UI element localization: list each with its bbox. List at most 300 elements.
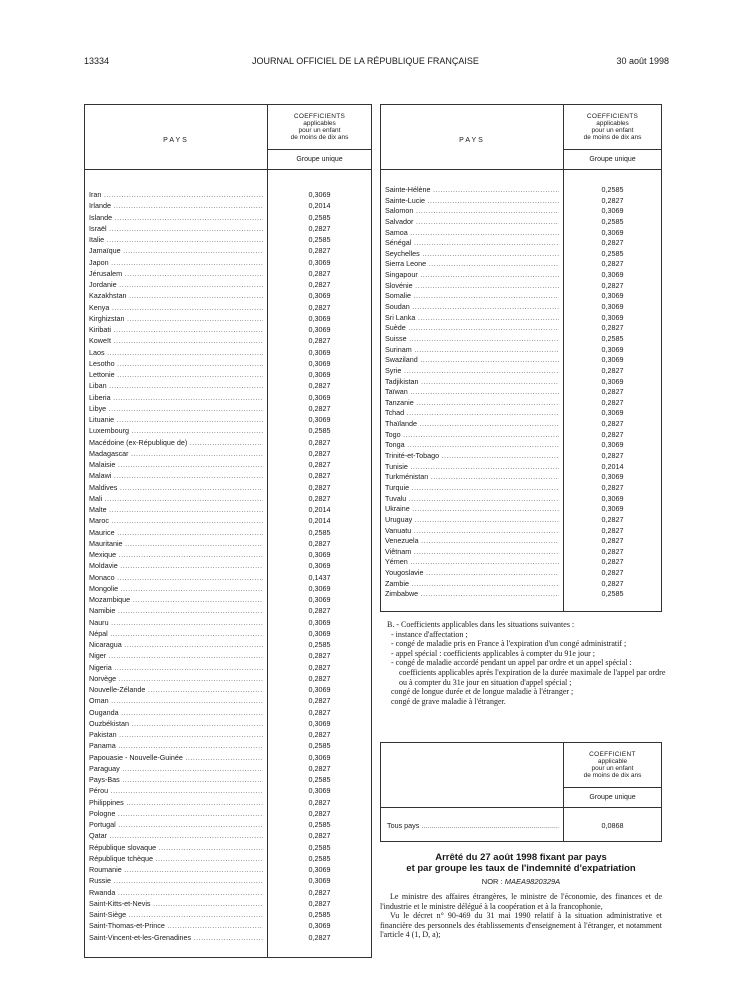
- coefficient-value: 0,2827: [601, 429, 624, 439]
- coefficient-value: 0,2585: [308, 426, 331, 436]
- table-row: [85, 324, 371, 335]
- country-name: Irlande .....: [89, 200, 263, 211]
- table-row: [85, 358, 371, 369]
- country-name: Maurice .....: [89, 527, 263, 538]
- country-name: Ukraine .....: [385, 504, 559, 515]
- coef-line: COEFFICIENTS: [586, 113, 639, 120]
- country-name: Lituanie .....: [89, 414, 263, 425]
- table-row: [381, 270, 661, 281]
- country-name: Lesotho .....: [89, 358, 263, 369]
- country-name: Kiribati .....: [89, 324, 263, 335]
- table-row: [381, 281, 661, 292]
- table-row: [381, 472, 661, 483]
- country-name: Monaco .....: [89, 572, 263, 583]
- coefficient-value: 0,3069: [601, 472, 624, 482]
- coefficient-value: 0,2585: [308, 741, 331, 751]
- header-rule: [564, 787, 661, 788]
- coefficient-value: 0,2827: [308, 482, 331, 492]
- table-row: [85, 448, 371, 459]
- table-row: [85, 414, 371, 425]
- table-row: [85, 335, 371, 346]
- table-row: [85, 932, 371, 943]
- table-row: [381, 206, 661, 217]
- column-header-coefficients: [564, 113, 661, 141]
- coefficient-value: 0,2827: [308, 302, 331, 312]
- coefficient-value: 0,2827: [308, 223, 331, 233]
- table-row: [381, 568, 661, 579]
- table-row: [85, 403, 371, 414]
- table-row: [381, 387, 661, 398]
- table-row: [85, 898, 371, 909]
- table-row: [85, 392, 371, 403]
- country-name: Zambie .....: [385, 579, 559, 590]
- country-name: Libye .....: [89, 403, 263, 414]
- table-row: [381, 398, 661, 409]
- table-row: [381, 462, 661, 473]
- journal-title: JOURNAL OFFICIEL DE LA RÉPUBLIQUE FRANÇAISE: [252, 56, 479, 66]
- country-name: Kenya .....: [89, 302, 263, 313]
- coefficient-value: 0,3069: [308, 370, 331, 379]
- coefficient-value: 0,3069: [308, 550, 331, 559]
- country-name: Saint-Kitts-et-Nevis .....: [89, 898, 263, 909]
- coefficient-value: 0,3069: [308, 415, 331, 424]
- coef-line: applicables: [303, 120, 336, 127]
- table-row: [85, 549, 371, 560]
- country-name: Pérou .....: [89, 785, 263, 796]
- coefficient-value: 0,2827: [308, 381, 331, 391]
- country-name: Nicaragua .....: [89, 639, 263, 650]
- table-row: [85, 662, 371, 673]
- coefficient-value: 0,2827: [308, 887, 331, 897]
- coefficient-value: 0,2827: [308, 808, 331, 818]
- table-row: [85, 707, 371, 718]
- table-row: [381, 515, 661, 526]
- coefficient-value: 0,2585: [308, 820, 331, 829]
- coefficient-value: 0,2827: [308, 606, 331, 616]
- coefficient-value: 0,2585: [308, 640, 331, 649]
- coefficient-value: 0,3069: [601, 206, 624, 216]
- table-row: [381, 291, 661, 302]
- table-row: [85, 639, 371, 650]
- coefficient-value: 0,3069: [308, 358, 331, 368]
- table-row: [381, 217, 661, 228]
- header-bottom-rule: [85, 169, 371, 170]
- table-row: [85, 808, 371, 819]
- table-row: [381, 440, 661, 451]
- coefficient-value: 0,2827: [308, 336, 331, 346]
- coefficient-value: 0,3069: [308, 752, 331, 762]
- table-row: [381, 228, 661, 239]
- country-name: Somalie .....: [385, 291, 559, 302]
- coefficient-value: 0,3069: [601, 408, 624, 418]
- coefficient-value: 0,2827: [308, 696, 331, 706]
- country-name: Russie .....: [89, 875, 263, 886]
- table-row: [381, 334, 661, 345]
- table-row: [85, 504, 371, 515]
- coefficient-value: 0,2585: [601, 589, 624, 599]
- country-name: Salomon .....: [385, 206, 559, 217]
- coefficient-value: 0,2827: [308, 403, 331, 413]
- country-name: Koweït .....: [89, 335, 263, 346]
- coefficient-value: 0,2827: [308, 448, 331, 458]
- table-row: [85, 470, 371, 481]
- header-rule: [564, 149, 661, 150]
- table-row: [85, 245, 371, 256]
- table-row: [381, 313, 661, 324]
- country-name: Soudan .....: [385, 302, 559, 313]
- page-number: 13334: [84, 56, 110, 66]
- country-name: Tonga .....: [385, 440, 559, 451]
- coefficient-value: 0,2827: [601, 514, 624, 524]
- coefficient-value: 0,2585: [308, 910, 331, 919]
- country-name: Népal .....: [89, 628, 263, 639]
- coefficient-value: 0,2014: [601, 461, 624, 471]
- header-bottom-rule: [381, 807, 661, 808]
- country-name: Paraguay .....: [89, 763, 263, 774]
- coefficient-value: 0,3069: [601, 344, 624, 354]
- issue-date: 30 août 1998: [616, 56, 669, 66]
- table-row: [85, 785, 371, 796]
- table-row: [381, 408, 661, 419]
- coef-line: pour un enfant: [298, 127, 341, 134]
- coefficient-value: 0,2585: [308, 527, 331, 537]
- country-name: Trinité-et-Tobago .....: [385, 451, 559, 462]
- table-body-right: [381, 185, 661, 600]
- table-row: [381, 185, 661, 196]
- table-row: [381, 557, 661, 568]
- country-name: Israël .....: [89, 223, 263, 234]
- table-row: [85, 290, 371, 301]
- table-row: [85, 538, 371, 549]
- country-name: Saint-Vincent-et-les-Grenadines .....: [89, 932, 263, 943]
- country-name: Nouvelle-Zélande .....: [89, 684, 263, 695]
- coefficient-value: 0,2827: [308, 932, 331, 942]
- country-name: Namibie .....: [89, 605, 263, 616]
- coefficient-value: 0,2827: [308, 538, 331, 548]
- table-row: [85, 302, 371, 313]
- country-name: Venezuela .....: [385, 536, 559, 547]
- table-row: [381, 355, 661, 366]
- coefficient-value: 0,2827: [601, 323, 624, 333]
- header-rule: [268, 149, 371, 150]
- country-name: Norvège .....: [89, 673, 263, 684]
- country-name: Malte .....: [89, 504, 263, 515]
- column-header-group: Groupe unique: [589, 156, 636, 163]
- table-row: [85, 740, 371, 751]
- coefficient-value: 0,2827: [601, 451, 624, 461]
- coefficient-value: 0,2827: [308, 662, 331, 672]
- coefficient-value: 0,2827: [601, 259, 624, 269]
- coefficient-value: 0,3069: [308, 325, 331, 334]
- note-item: congé de longue durée et de longue maladie à l'étranger ;: [391, 687, 574, 697]
- country-name: Sri Lanka .....: [385, 313, 559, 324]
- coefficient-value: 0,2827: [308, 280, 331, 289]
- country-name: Ouganda .....: [89, 707, 263, 718]
- table-row: [85, 752, 371, 763]
- coefficient-value: 0,3069: [308, 561, 331, 571]
- coefficient-value: 0,2827: [308, 460, 331, 469]
- coefficient-value: 0,2827: [601, 536, 624, 546]
- country-name: Jérusalem .....: [89, 268, 263, 279]
- coefficient-value: 0,2827: [601, 482, 624, 492]
- coef-line: de moins de dix ans: [290, 134, 349, 141]
- country-name: Tadjikistan .....: [385, 377, 559, 388]
- country-name: Pakistan .....: [89, 729, 263, 740]
- coefficient-value: 0,3069: [308, 313, 331, 323]
- coefficient-value: 0,2827: [601, 365, 624, 375]
- country-name: République tchèque .....: [89, 853, 263, 864]
- column-header-coefficients: [268, 113, 371, 141]
- coefficient-value: 0,2585: [601, 248, 624, 258]
- country-name: Sénégal .....: [385, 238, 559, 249]
- country-name: Roumanie .....: [89, 864, 263, 875]
- country-name: Lettonie .....: [89, 369, 263, 380]
- country-name: Mozambique .....: [89, 594, 263, 605]
- country-name: Saint-Siège .....: [89, 909, 263, 920]
- country-name: Tuvalu .....: [385, 494, 559, 505]
- coefficient-value: 0,2585: [308, 842, 331, 852]
- column-header-group: Groupe unique: [589, 794, 636, 801]
- country-name: Malaisie .....: [89, 459, 263, 470]
- country-name: Laos .....: [89, 347, 263, 358]
- coefficient-value: 0,3069: [308, 921, 331, 931]
- coef-line: de moins de dix ans: [583, 772, 642, 779]
- all-countries-table: [380, 742, 662, 842]
- coefficient-value: 0,2827: [308, 493, 331, 503]
- country-name: Kazakhstan .....: [89, 290, 263, 301]
- table-row: [85, 257, 371, 268]
- country-name: Tunisie .....: [385, 462, 559, 473]
- country-name: Macédoine (ex-République de) .....: [89, 437, 263, 448]
- country-name: Tchad .....: [385, 408, 559, 419]
- table-row: [381, 377, 661, 388]
- nor-label: NOR :: [481, 877, 503, 886]
- notes-intro: B. - Coefficients applicables dans les situations suivantes :: [387, 620, 575, 629]
- coefficient-value: 0,3069: [308, 392, 331, 402]
- table-row: [381, 302, 661, 313]
- coefficients-table-left: [84, 104, 372, 958]
- coefficient-value: 0,2014: [308, 505, 331, 514]
- country-name: Sainte-Hélène .....: [385, 185, 559, 196]
- country-name: Yougoslavie .....: [385, 568, 559, 579]
- country-name: Maldives .....: [89, 482, 263, 493]
- country-name: Pologne .....: [89, 808, 263, 819]
- coefficient-value: 0,3069: [308, 583, 331, 593]
- coefficient-value: 0,2827: [601, 397, 624, 407]
- country-name: Salvador .....: [385, 217, 559, 228]
- country-name: Samoa .....: [385, 228, 559, 239]
- country-name: Viêtnam .....: [385, 547, 559, 558]
- table-row: [85, 920, 371, 931]
- table-row: [85, 459, 371, 470]
- table-row: [85, 515, 371, 526]
- table-row: [381, 504, 661, 515]
- coefficient-value: 0,3069: [601, 302, 624, 312]
- country-name: Jordanie .....: [89, 279, 263, 290]
- coefficient-value: 0,3069: [601, 291, 624, 301]
- coefficient-value: 0,2585: [308, 212, 331, 222]
- country-name: Italie .....: [89, 234, 263, 245]
- table-row: [85, 347, 371, 358]
- country-name: Maroc .....: [89, 515, 263, 526]
- table-row: [381, 494, 661, 505]
- country-name: Mexique .....: [89, 549, 263, 560]
- table-row: [381, 238, 661, 249]
- header-bottom-rule: [381, 169, 661, 170]
- country-name: Tanzanie .....: [385, 398, 559, 409]
- country-name: Moldavie .....: [89, 560, 263, 571]
- table-row: [85, 482, 371, 493]
- coefficient-value: 0,1437: [308, 572, 331, 582]
- country-name: Mauritanie .....: [89, 538, 263, 549]
- coefficient-value: 0,2585: [308, 853, 331, 863]
- coef-line: COEFFICIENTS: [293, 113, 346, 120]
- table-row: [381, 249, 661, 260]
- country-name: Ouzbékistan .....: [89, 718, 263, 729]
- country-name: Panama .....: [89, 740, 263, 751]
- table-row: [85, 819, 371, 830]
- table-body-left: [85, 189, 371, 943]
- coefficient-value: 0,3069: [308, 876, 331, 886]
- country-name: Rwanda .....: [89, 887, 263, 898]
- table-row: [85, 493, 371, 504]
- country-name: Jamaïque .....: [89, 245, 263, 256]
- nor-code: MAEA9820329A: [504, 877, 561, 886]
- coefficient-value: 0,2585: [308, 775, 331, 784]
- country-name: Suède .....: [385, 323, 559, 334]
- coefficient-value: 0,2827: [601, 525, 624, 535]
- table-row: [85, 842, 371, 853]
- decree-title: [380, 852, 662, 874]
- coefficient-value: 0,2827: [601, 387, 624, 397]
- table-row: [85, 560, 371, 571]
- country-name: Japon .....: [89, 257, 263, 268]
- table-row: [85, 729, 371, 740]
- coefficient-value: 0,2827: [601, 280, 624, 290]
- country-name: Iran .....: [89, 189, 263, 200]
- table-row: [85, 380, 371, 391]
- table-row: [85, 189, 371, 200]
- table-row: [85, 583, 371, 594]
- column-header-pays: PAYS: [163, 137, 189, 144]
- table-row: [85, 527, 371, 538]
- coefficients-table-right: [380, 104, 662, 612]
- country-name: Papouasie - Nouvelle-Guinée .....: [89, 752, 263, 763]
- coefficient-value: 0,3069: [308, 685, 331, 694]
- table-row: [85, 437, 371, 448]
- table-row: [381, 526, 661, 537]
- coef-line: pour un enfant: [591, 765, 634, 772]
- country-name: Togo .....: [385, 430, 559, 441]
- coefficient-value: 0,2827: [308, 797, 331, 807]
- table-row: [381, 345, 661, 356]
- coefficient-value: 0,2585: [601, 216, 624, 226]
- country-name: Niger .....: [89, 650, 263, 661]
- note-item: - appel spécial : coefficients applicables à compter du 91e jour ;: [391, 648, 595, 658]
- column-header-coefficient: [564, 751, 661, 779]
- coefficient-value: 0,2827: [308, 763, 331, 773]
- coefficient-value: 0,2827: [308, 651, 331, 661]
- country-name: Sainte-Lucie .....: [385, 196, 559, 207]
- nor-reference: [380, 877, 662, 886]
- coefficient-value: 0,3069: [308, 628, 331, 638]
- coefficient-value: 0,2827: [308, 898, 331, 908]
- coef-line: de moins de dix ans: [583, 134, 642, 141]
- coefficient-value: 0,2827: [601, 546, 624, 556]
- table-row: [381, 547, 661, 558]
- country-name: Oman .....: [89, 695, 263, 706]
- coefficient-value: 0,2827: [308, 246, 331, 256]
- coef-line: applicables: [596, 120, 629, 127]
- table-row: [85, 887, 371, 898]
- country-name: Zimbabwe .....: [385, 589, 559, 600]
- coefficient-value: 0,2827: [308, 673, 331, 683]
- table-row: [381, 419, 661, 430]
- decree-body: [380, 892, 662, 940]
- country-name: Madagascar .....: [89, 448, 263, 459]
- coefficient-value: 0,3069: [601, 376, 624, 386]
- coefficient-value: 0,3069: [308, 617, 331, 627]
- table-row: [85, 830, 371, 841]
- table-row: [85, 212, 371, 223]
- note-item: - instance d'affectation ;: [391, 629, 468, 639]
- table-row: [381, 196, 661, 207]
- table-row: [381, 366, 661, 377]
- coefficient-value: 0,2827: [601, 578, 624, 588]
- table-row: [85, 853, 371, 864]
- coefficient-value: 0,3069: [308, 718, 331, 728]
- country-name: République slovaque .....: [89, 842, 263, 853]
- table-row: [381, 589, 661, 600]
- country-name: Pays-Bas .....: [89, 774, 263, 785]
- coefficient-value: 0,2827: [308, 268, 331, 278]
- country-name: Philippines .....: [89, 797, 263, 808]
- coef-line: applicable: [597, 758, 628, 765]
- country-name: Kirghizstan .....: [89, 313, 263, 324]
- coefficient-value: 0,2585: [601, 185, 624, 194]
- country-name: Taïwan .....: [385, 387, 559, 398]
- situations-notes: [387, 620, 667, 706]
- table-row: [85, 200, 371, 211]
- country-name: Mali .....: [89, 493, 263, 504]
- country-name: Turkménistan .....: [385, 472, 559, 483]
- coefficient-value: 0,2827: [308, 437, 331, 447]
- coefficient-value: 0,3069: [601, 493, 624, 503]
- country-name: Thaïlande .....: [385, 419, 559, 430]
- country-name: Syrie .....: [385, 366, 559, 377]
- table-row: [381, 579, 661, 590]
- all-countries-label: Tous pays .....: [387, 821, 559, 830]
- table-row: [381, 323, 661, 334]
- table-row: [85, 268, 371, 279]
- country-name: Luxembourg .....: [89, 425, 263, 436]
- country-name: Slovénie .....: [385, 281, 559, 292]
- coefficient-value: 0,2585: [308, 235, 331, 244]
- all-countries-value: 0,0868: [601, 821, 624, 830]
- note-item: - congé de maladie accordé pendant un appel par ordre et un appel spécial : coefficients applicables après l'expiration de la durée maximale de l'appel par ordre ou à compter du 31e jour en situation d'appel spécial ;: [391, 658, 666, 687]
- country-name: Islande .....: [89, 212, 263, 223]
- note-item: congé de grave maladie à l'étranger.: [391, 696, 506, 706]
- table-row: [85, 223, 371, 234]
- country-name: Portugal .....: [89, 819, 263, 830]
- coefficient-value: 0,2827: [601, 238, 624, 248]
- table-row: [85, 763, 371, 774]
- coefficient-value: 0,2585: [601, 333, 624, 343]
- coefficient-value: 0,3069: [308, 291, 331, 301]
- note-item: - congé de maladie pris en France à l'expiration d'un congé administratif ;: [391, 639, 627, 649]
- coefficient-value: 0,2827: [601, 568, 624, 578]
- country-name: Nigeria .....: [89, 662, 263, 673]
